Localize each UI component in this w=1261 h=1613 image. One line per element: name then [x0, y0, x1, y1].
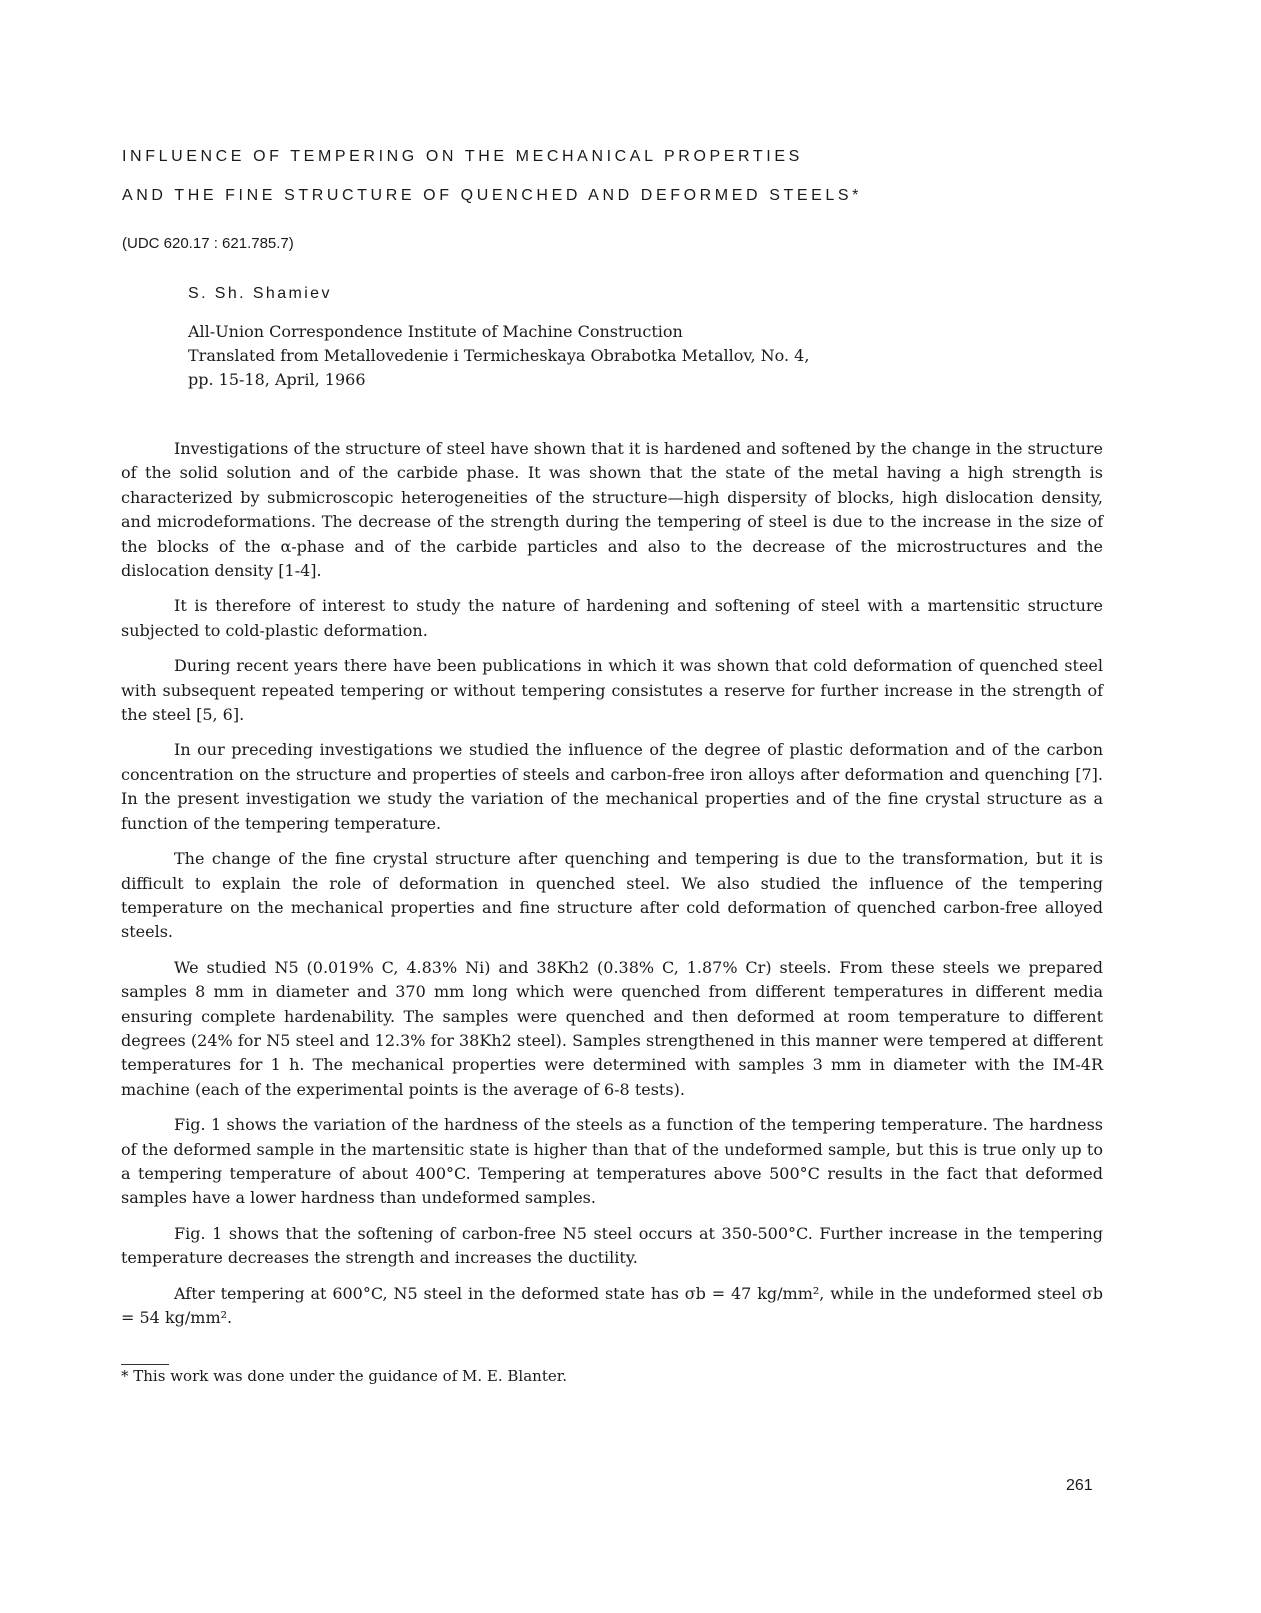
- pages-and-date: pp. 15-18, April, 1966: [188, 370, 366, 389]
- paragraph: During recent years there have been publications in which it was shown that cold deformation of quenched steel with subsequent repeated tempering or without tempering consistutes a reserve for further increase in the strength of the steel [5, 6].: [121, 656, 1103, 725]
- translation-source: Translated from Metallovedenie i Termicheskaya Obrabotka Metallov, No. 4,: [188, 346, 810, 365]
- body-text: [121, 437, 1103, 1341]
- footnote: [121, 1364, 567, 1385]
- paper-title-line-2: AND THE FINE STRUCTURE OF QUENCHED AND DEFORMED STEELS*: [122, 187, 862, 204]
- paragraph: The change of the fine crystal structure after quenching and tempering is due to the transformation, but it is difficult to explain the role of deformation in quenched steel. We also studied the influence of the tempering temperature on the mechanical properties and fine structure after cold deformation of quenched carbon-free alloyed steels.: [121, 849, 1103, 942]
- paragraph: Investigations of the structure of steel have shown that it is hardened and softened by the change in the structure of the solid solution and of the carbide phase. It was shown that the state of the metal having a high strength is characterized by submicroscopic heterogeneities of the structure—high dispersity of blocks, high dislocation density, and microdeformations. The decrease of the strength during the tempering of steel is due to the increase in the size of the blocks of the α-phase and of the carbide particles and also to the decrease of the microstructures and the dislocation density [1-4].: [121, 439, 1103, 581]
- footnote-rule: [121, 1364, 169, 1365]
- paragraph: We studied N5 (0.019% C, 4.83% Ni) and 38Kh2 (0.38% C, 1.87% Cr) steels. From these steels we prepared samples 8 mm in diameter and 370 mm long which were quenched from different temperatures in different media ensuring complete hardenability. The samples were quenched and then deformed at room temperature to different degrees (24% for N5 steel and 12.3% for 38Kh2 steel). Samples strengthened in this manner were tempered at different temperatures for 1 h. The mechanical properties were determined with samples 3 mm in diameter with the IM-4R machine (each of the experimental points is the average of 6-8 tests).: [121, 957, 1103, 1099]
- paragraph: After tempering at 600°C, N5 steel in the deformed state has σb = 47 kg/mm², while in the undeformed steel σb = 54 kg/mm².: [121, 1283, 1103, 1327]
- page-number: 261: [1066, 1477, 1093, 1494]
- footnote-text: * This work was done under the guidance of M. E. Blanter.: [121, 1367, 568, 1385]
- udc-code: (UDC 620.17 : 621.785.7): [122, 235, 294, 252]
- paragraph: Fig. 1 shows that the softening of carbon-free N5 steel occurs at 350-500°C. Further increase in the tempering temperature decreases the strength and increases the ductility.: [121, 1223, 1103, 1268]
- paragraph: Fig. 1 shows the variation of the hardness of the steels as a function of the tempering temperature. The hardness of the deformed sample in the martensitic state is higher than that of the undeformed sample, but this is true only up to a tempering temperature of about 400°C. Tempering at temperatures above 500°C results in the fact that deformed samples have a lower hardness than undeformed samples.: [121, 1115, 1103, 1208]
- paragraph: It is therefore of interest to study the nature of hardening and softening of steel with a martensitic structure subjected to cold-plastic deformation.: [121, 596, 1103, 640]
- paper-title-line-1: INFLUENCE OF TEMPERING ON THE MECHANICAL PROPERTIES: [122, 148, 803, 165]
- affiliation-institute: All-Union Correspondence Institute of Machine Construction: [188, 322, 683, 341]
- affiliation-block: [188, 320, 908, 392]
- author-name: S. Sh. Shamiev: [188, 285, 332, 302]
- paragraph: In our preceding investigations we studied the influence of the degree of plastic deformation and of the carbon concentration on the structure and properties of steels and carbon-free iron alloys after deformation and quenching [7]. In the present investigation we study the variation of the mechanical properties and of the fine crystal structure as a function of the tempering temperature.: [121, 740, 1103, 833]
